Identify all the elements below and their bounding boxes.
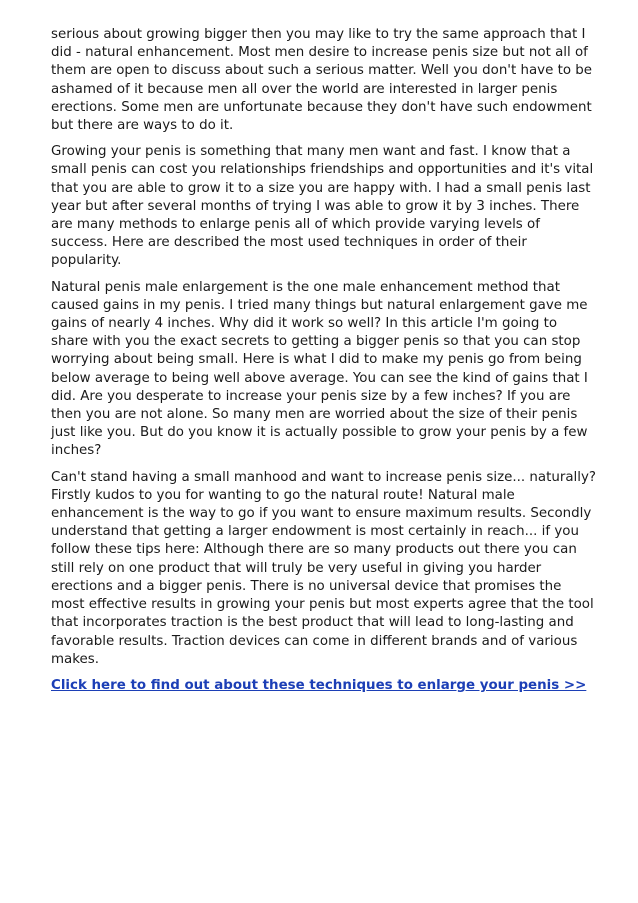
paragraph-4: Can't stand having a small manhood and want to increase penis size... naturally? Firstly kudos to you for wanting to go the natural route! Natural male enhancement is the way to go if you want to ensure maximum results. Secondly understand that getting a larger endowment is most certainly in reach... if you follow these tips here: Although there are so many products out there you can still rely on one product that will truly be very useful in giving you harder erections and a bigger penis. There is no universal device that promises the most effective results in growing your penis but most experts agree that the tool that incorporates traction is the best product that will lead to long-lasting and favorable results. Traction devices can come in different brands and of various makes. [51, 469, 597, 667]
document-page [51, 26, 596, 695]
paragraph-1: serious about growing bigger then you may like to try the same approach that I did - natural enhancement. Most men desire to increase penis size but not all of them are open to discuss about such a serious matter. Well you don't have to be ashamed of it because men all over the world are interested in larger penis erections. Some men are unfortunate because they don't have such endowment but there are ways to do it. [51, 27, 593, 134]
paragraph-2: Growing your penis is something that many men want and fast. I know that a small penis can cost you relationships friendships and opportunities and it's vital that you are able to grow it to a size you are happy with. I had a small penis last year but after several months of trying I was able to grow it by 3 inches. There are many methods to enlarge penis all of which provide varying levels of success. Here are described the most used techniques in order of their popularity. [51, 144, 594, 269]
cta-link[interactable]: Click here to find out about these techniques to enlarge your penis >> [51, 677, 587, 693]
paragraph-3: Natural penis male enlargement is the one male enhancement method that caused gains in my penis. I tried many things but natural enlargement gave me gains of nearly 4 inches. Why did it work so well? In this article I'm going to share with you the exact secrets to getting a bigger penis so that you can stop worrying about being small. Here is what I did to make my penis go from being below average to being well above average. You can see the kind of gains that I did. Are you desperate to increase your penis size by a few inches? If you are then you are not alone. So many men are worried about the size of their penis just like you. But do you know it is actually possible to grow your penis by a few inches? [51, 279, 588, 459]
